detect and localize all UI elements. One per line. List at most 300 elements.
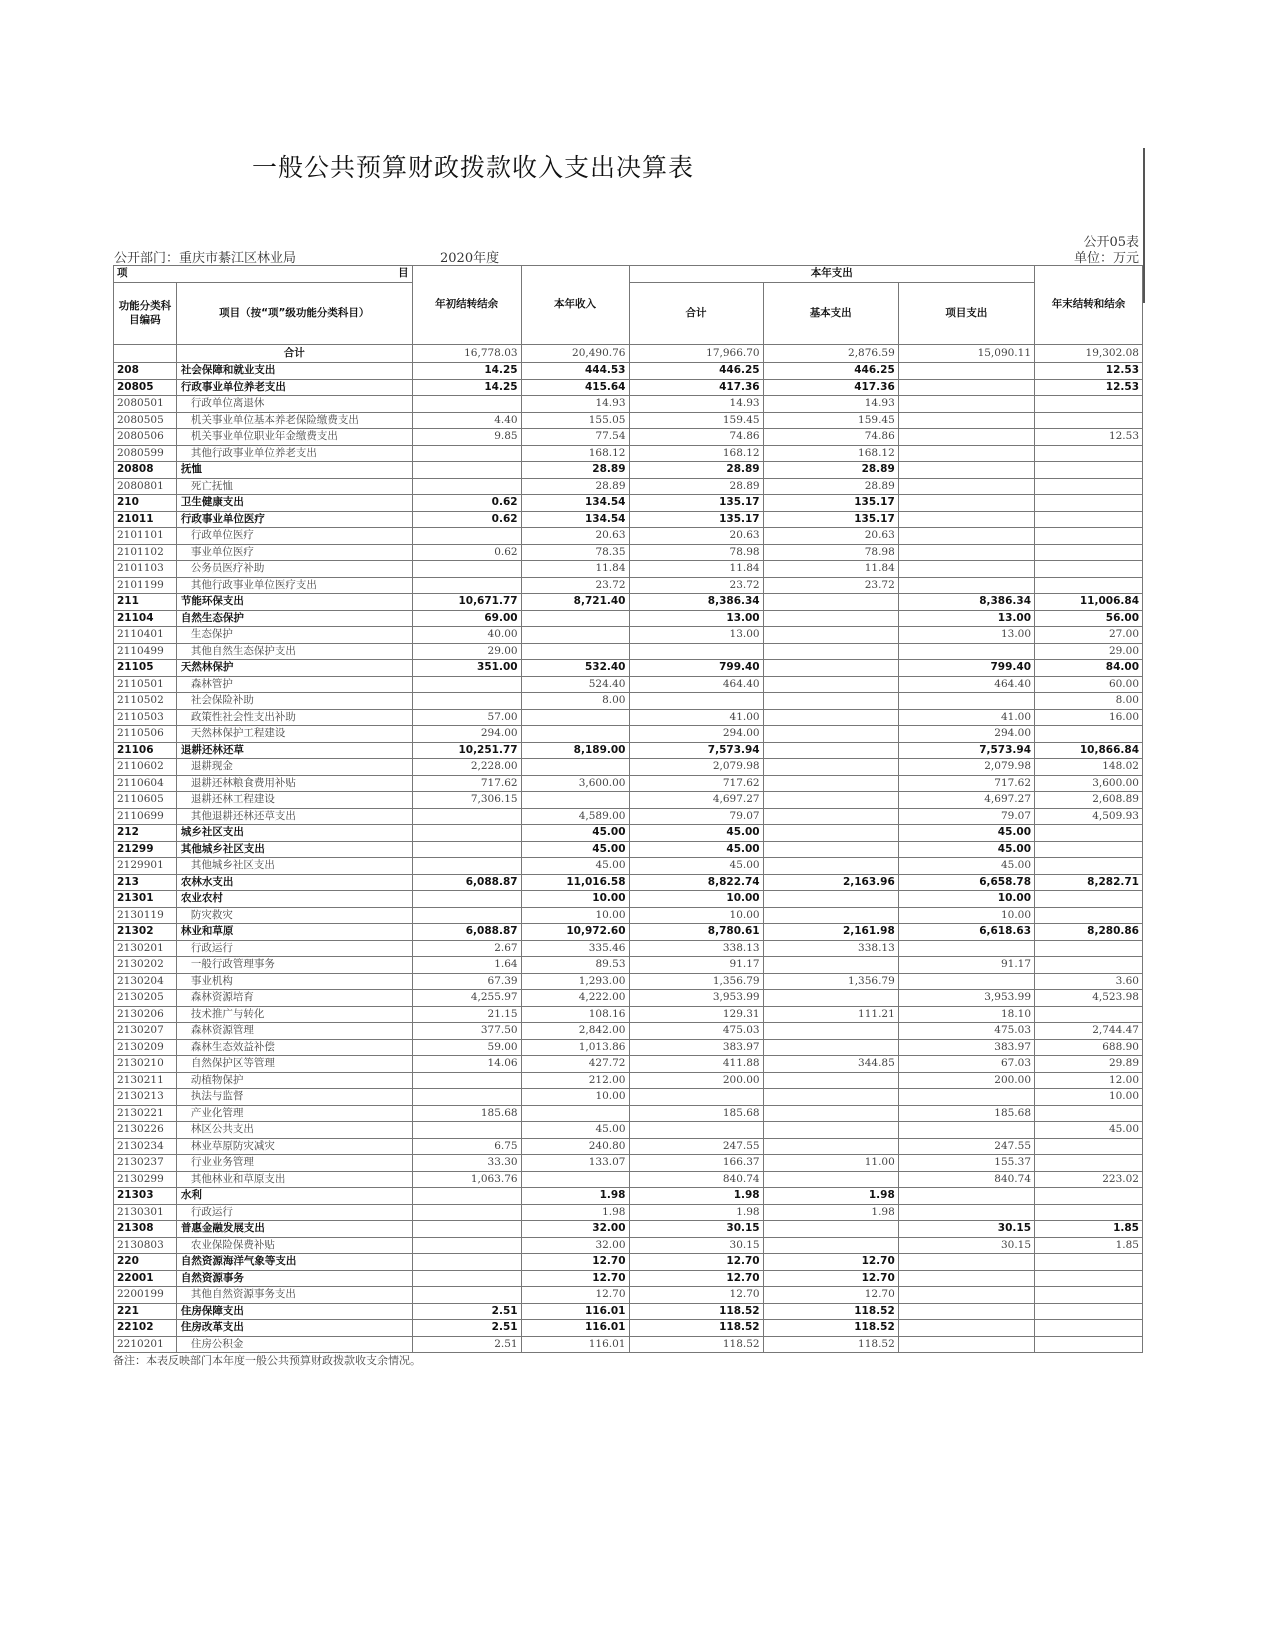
cell-begin: 4,255.97: [412, 990, 521, 1007]
cell-income: 155.05: [521, 412, 629, 429]
total-begin: 16,778.03: [412, 345, 521, 363]
cell-code: 2130201: [114, 940, 177, 957]
cell-begin: [412, 561, 521, 578]
header-income: 本年收入: [521, 266, 629, 345]
cell-total: 20.63: [629, 528, 763, 545]
table-row: [114, 1221, 1143, 1238]
cell-end: 12.53: [1035, 363, 1143, 380]
cell-project: 6,658.78: [898, 874, 1034, 891]
cell-code: 2080501: [114, 396, 177, 413]
cell-code: 2101101: [114, 528, 177, 545]
cell-total: 13.00: [629, 627, 763, 644]
cell-income: 532.40: [521, 660, 629, 677]
cell-income: 45.00: [521, 1122, 629, 1139]
cell-total: 23.72: [629, 577, 763, 594]
cell-project: 717.62: [898, 775, 1034, 792]
cell-total: 12.70: [629, 1254, 763, 1271]
cell-total: 840.74: [629, 1171, 763, 1188]
table-row: [114, 445, 1143, 462]
cell-name: 社会保障和就业支出: [176, 363, 412, 380]
cell-end: 8.00: [1035, 693, 1143, 710]
cell-income: 8,721.40: [521, 594, 629, 611]
cell-begin: 10,671.77: [412, 594, 521, 611]
cell-begin: 67.39: [412, 973, 521, 990]
cell-total: 13.00: [629, 610, 763, 627]
cell-basic: 1.98: [763, 1204, 898, 1221]
header-code: 功能分类科目编码: [114, 282, 177, 344]
cell-basic: [763, 1221, 898, 1238]
cell-name: 天然林保护工程建设: [176, 726, 412, 743]
cell-project: [898, 528, 1034, 545]
cell-basic: [763, 1105, 898, 1122]
cell-income: [521, 759, 629, 776]
cell-total: 78.98: [629, 544, 763, 561]
cell-end: 11,006.84: [1035, 594, 1143, 611]
cell-project: [898, 495, 1034, 512]
cell-begin: 7,306.15: [412, 792, 521, 809]
cell-end: [1035, 907, 1143, 924]
cell-end: 2,608.89: [1035, 792, 1143, 809]
cell-code: 2130205: [114, 990, 177, 1007]
cell-code: 2110401: [114, 627, 177, 644]
cell-total: 417.36: [629, 379, 763, 396]
cell-end: 84.00: [1035, 660, 1143, 677]
total-total: 17,966.70: [629, 345, 763, 363]
cell-name: 自然资源海洋气象等支出: [176, 1254, 412, 1271]
cell-begin: [412, 1072, 521, 1089]
table-row: [114, 907, 1143, 924]
cell-code: 2130210: [114, 1056, 177, 1073]
cell-code: 2101102: [114, 544, 177, 561]
cell-income: 11.84: [521, 561, 629, 578]
cell-project: [898, 693, 1034, 710]
cell-total: 2,079.98: [629, 759, 763, 776]
cell-end: [1035, 1204, 1143, 1221]
cell-total: 135.17: [629, 495, 763, 512]
cell-code: 2130209: [114, 1039, 177, 1056]
cell-total: 91.17: [629, 957, 763, 974]
cell-begin: 14.25: [412, 379, 521, 396]
cell-income: 11,016.58: [521, 874, 629, 891]
cell-code: 22001: [114, 1270, 177, 1287]
cell-begin: [412, 1287, 521, 1304]
table-row: [114, 1023, 1143, 1040]
cell-code: 2210201: [114, 1336, 177, 1353]
cell-basic: [763, 1072, 898, 1089]
cell-name: 其他自然生态保护支出: [176, 643, 412, 660]
cell-begin: [412, 1089, 521, 1106]
cell-end: [1035, 1303, 1143, 1320]
cell-income: 1,013.86: [521, 1039, 629, 1056]
cell-basic: 417.36: [763, 379, 898, 396]
table-row: [114, 363, 1143, 380]
cell-end: 10,866.84: [1035, 742, 1143, 759]
table-row: [114, 1155, 1143, 1172]
cell-basic: [763, 957, 898, 974]
header-begin: 年初结转结余: [412, 266, 521, 345]
cell-begin: 0.62: [412, 544, 521, 561]
cell-basic: [763, 759, 898, 776]
cell-income: 168.12: [521, 445, 629, 462]
cell-basic: 78.98: [763, 544, 898, 561]
table-row: [114, 676, 1143, 693]
cell-code: 221: [114, 1303, 177, 1320]
cell-name: 政策性社会性支出补助: [176, 709, 412, 726]
cell-end: [1035, 511, 1143, 528]
cell-project: [898, 445, 1034, 462]
cell-begin: [412, 445, 521, 462]
cell-code: 2129901: [114, 858, 177, 875]
cell-basic: 11.84: [763, 561, 898, 578]
cell-total: 185.68: [629, 1105, 763, 1122]
cell-income: 28.89: [521, 478, 629, 495]
table-row: [114, 610, 1143, 627]
cell-income: 116.01: [521, 1303, 629, 1320]
cell-code: 2130206: [114, 1006, 177, 1023]
cell-basic: [763, 1237, 898, 1254]
cell-total: 4,697.27: [629, 792, 763, 809]
cell-basic: [763, 709, 898, 726]
cell-project: 67.03: [898, 1056, 1034, 1073]
cell-name: 退耕还林工程建设: [176, 792, 412, 809]
table-row: [114, 1122, 1143, 1139]
cell-name: 行政事业单位养老支出: [176, 379, 412, 396]
form-number: 公开05表: [1083, 235, 1139, 250]
cell-end: [1035, 445, 1143, 462]
table-row: [114, 379, 1143, 396]
cell-project: [898, 1254, 1034, 1271]
header-name: 项目（按“项”级功能分类科目）: [176, 282, 412, 344]
cell-project: [898, 511, 1034, 528]
table-row: [114, 1188, 1143, 1205]
cell-name: 产业化管理: [176, 1105, 412, 1122]
cell-project: 18.10: [898, 1006, 1034, 1023]
table-row: [114, 1204, 1143, 1221]
cell-project: 30.15: [898, 1237, 1034, 1254]
cell-end: [1035, 891, 1143, 908]
cell-end: [1035, 544, 1143, 561]
cell-code: 2110699: [114, 808, 177, 825]
cell-name: 行政运行: [176, 940, 412, 957]
table-row: [114, 1039, 1143, 1056]
table-row: [114, 528, 1143, 545]
cell-total: 41.00: [629, 709, 763, 726]
cell-code: 2110605: [114, 792, 177, 809]
cell-end: 223.02: [1035, 1171, 1143, 1188]
cell-begin: [412, 841, 521, 858]
table-row: [114, 1056, 1143, 1073]
table-row: [114, 627, 1143, 644]
cell-code: 2130213: [114, 1089, 177, 1106]
cell-begin: 2.51: [412, 1303, 521, 1320]
cell-total: 45.00: [629, 858, 763, 875]
cell-name: 其他城乡社区支出: [176, 858, 412, 875]
table-row: [114, 495, 1143, 512]
cell-total: 411.88: [629, 1056, 763, 1073]
cell-end: [1035, 726, 1143, 743]
header-total: 合计: [629, 282, 763, 344]
budget-table: [113, 265, 1143, 1353]
cell-income: 45.00: [521, 825, 629, 842]
total-name: 合计: [176, 345, 412, 363]
table-row: [114, 841, 1143, 858]
header-mu: 目: [398, 267, 409, 280]
cell-code: 21011: [114, 511, 177, 528]
table-row: [114, 742, 1143, 759]
page-edge-line: [1143, 148, 1145, 303]
cell-end: 45.00: [1035, 1122, 1143, 1139]
cell-total: 338.13: [629, 940, 763, 957]
cell-project: 155.37: [898, 1155, 1034, 1172]
cell-name: 动植物保护: [176, 1072, 412, 1089]
table-row: [114, 1320, 1143, 1337]
cell-income: [521, 1105, 629, 1122]
cell-name: 生态保护: [176, 627, 412, 644]
cell-income: [521, 610, 629, 627]
cell-total: 166.37: [629, 1155, 763, 1172]
cell-end: 8,280.86: [1035, 924, 1143, 941]
cell-begin: 40.00: [412, 627, 521, 644]
cell-total: 10.00: [629, 907, 763, 924]
cell-name: 森林生态效益补偿: [176, 1039, 412, 1056]
cell-project: [898, 429, 1034, 446]
table-row: [114, 544, 1143, 561]
cell-total: 118.52: [629, 1336, 763, 1353]
cell-begin: [412, 1237, 521, 1254]
cell-basic: [763, 676, 898, 693]
cell-code: 2101103: [114, 561, 177, 578]
cell-end: [1035, 495, 1143, 512]
cell-income: 444.53: [521, 363, 629, 380]
table-row: [114, 1237, 1143, 1254]
cell-end: 10.00: [1035, 1089, 1143, 1106]
cell-name: 其他自然资源事务支出: [176, 1287, 412, 1304]
cell-begin: [412, 462, 521, 479]
cell-total: 799.40: [629, 660, 763, 677]
cell-project: 7,573.94: [898, 742, 1034, 759]
cell-total: 11.84: [629, 561, 763, 578]
cell-code: 21308: [114, 1221, 177, 1238]
cell-total: [629, 1122, 763, 1139]
cell-basic: [763, 775, 898, 792]
cell-end: 27.00: [1035, 627, 1143, 644]
cell-begin: [412, 808, 521, 825]
cell-end: 3,600.00: [1035, 775, 1143, 792]
cell-name: 机关事业单位职业年金缴费支出: [176, 429, 412, 446]
cell-begin: 4.40: [412, 412, 521, 429]
cell-income: 10,972.60: [521, 924, 629, 941]
cell-income: 10.00: [521, 907, 629, 924]
cell-basic: [763, 693, 898, 710]
cell-income: 4,222.00: [521, 990, 629, 1007]
cell-project: [898, 1336, 1034, 1353]
cell-basic: 14.93: [763, 396, 898, 413]
cell-project: [898, 1089, 1034, 1106]
cell-name: 森林资源培育: [176, 990, 412, 1007]
cell-income: 32.00: [521, 1237, 629, 1254]
cell-begin: 21.15: [412, 1006, 521, 1023]
cell-end: 4,523.98: [1035, 990, 1143, 1007]
cell-project: [898, 544, 1034, 561]
cell-name: 森林管护: [176, 676, 412, 693]
table-row: [114, 924, 1143, 941]
cell-project: 4,697.27: [898, 792, 1034, 809]
cell-begin: [412, 693, 521, 710]
cell-end: [1035, 462, 1143, 479]
cell-begin: 2.51: [412, 1336, 521, 1353]
cell-basic: 2,161.98: [763, 924, 898, 941]
cell-begin: 6,088.87: [412, 924, 521, 941]
cell-begin: [412, 396, 521, 413]
cell-code: 2130119: [114, 907, 177, 924]
cell-total: 1.98: [629, 1204, 763, 1221]
cell-total: 135.17: [629, 511, 763, 528]
fiscal-year: 2020年度: [440, 251, 500, 266]
cell-end: [1035, 1254, 1143, 1271]
cell-name: 退耕还林还草: [176, 742, 412, 759]
cell-basic: 118.52: [763, 1336, 898, 1353]
cell-total: 1.98: [629, 1188, 763, 1205]
cell-project: 45.00: [898, 841, 1034, 858]
cell-project: [898, 462, 1034, 479]
cell-project: 185.68: [898, 1105, 1034, 1122]
cell-total: 79.07: [629, 808, 763, 825]
table-row: [114, 759, 1143, 776]
unit-label: 单位：万元: [1073, 251, 1139, 266]
cell-begin: [412, 1221, 521, 1238]
cell-project: [898, 577, 1034, 594]
cell-income: 8,189.00: [521, 742, 629, 759]
cell-name: 其他城乡社区支出: [176, 841, 412, 858]
cell-basic: 135.17: [763, 495, 898, 512]
table-row: [114, 990, 1143, 1007]
cell-basic: 1,356.79: [763, 973, 898, 990]
cell-name: 其他林业和草原支出: [176, 1171, 412, 1188]
cell-total: [629, 643, 763, 660]
cell-income: 45.00: [521, 858, 629, 875]
footnote: 备注：本表反映部门本年度一般公共预算财政拨款收支余情况。: [113, 1354, 421, 1367]
cell-code: 208: [114, 363, 177, 380]
cell-name: 行政运行: [176, 1204, 412, 1221]
cell-income: 10.00: [521, 1089, 629, 1106]
cell-code: 20805: [114, 379, 177, 396]
cell-income: 108.16: [521, 1006, 629, 1023]
cell-income: 77.54: [521, 429, 629, 446]
cell-begin: [412, 478, 521, 495]
cell-income: 415.64: [521, 379, 629, 396]
cell-begin: 69.00: [412, 610, 521, 627]
cell-income: 134.54: [521, 511, 629, 528]
cell-begin: [412, 1204, 521, 1221]
cell-code: 2080506: [114, 429, 177, 446]
cell-name: 普惠金融发展支出: [176, 1221, 412, 1238]
cell-code: 2101199: [114, 577, 177, 594]
table-row: [114, 1254, 1143, 1271]
cell-end: 60.00: [1035, 676, 1143, 693]
cell-basic: [763, 858, 898, 875]
cell-project: [898, 478, 1034, 495]
cell-income: 23.72: [521, 577, 629, 594]
cell-code: 2130221: [114, 1105, 177, 1122]
cell-income: 335.46: [521, 940, 629, 957]
table-row: [114, 577, 1143, 594]
cell-income: 12.70: [521, 1270, 629, 1287]
cell-end: [1035, 412, 1143, 429]
cell-basic: [763, 742, 898, 759]
cell-end: 29.89: [1035, 1056, 1143, 1073]
cell-name: 抚恤: [176, 462, 412, 479]
cell-project: 464.40: [898, 676, 1034, 693]
cell-basic: 159.45: [763, 412, 898, 429]
cell-basic: 12.70: [763, 1270, 898, 1287]
header-expense-group: 本年支出: [629, 266, 1035, 283]
cell-income: 89.53: [521, 957, 629, 974]
cell-end: 1.85: [1035, 1237, 1143, 1254]
cell-name: 机关事业单位基本养老保险缴费支出: [176, 412, 412, 429]
cell-code: 2130234: [114, 1138, 177, 1155]
cell-code: 211: [114, 594, 177, 611]
cell-basic: 28.89: [763, 478, 898, 495]
cell-end: [1035, 858, 1143, 875]
cell-end: [1035, 561, 1143, 578]
cell-name: 林业草原防灾减灾: [176, 1138, 412, 1155]
cell-total: 28.89: [629, 462, 763, 479]
table-row: [114, 1138, 1143, 1155]
cell-name: 退耕现金: [176, 759, 412, 776]
cell-end: 8,282.71: [1035, 874, 1143, 891]
cell-name: 事业单位医疗: [176, 544, 412, 561]
cell-code: 2110501: [114, 676, 177, 693]
cell-end: 1.85: [1035, 1221, 1143, 1238]
cell-income: 12.70: [521, 1287, 629, 1304]
cell-project: 91.17: [898, 957, 1034, 974]
cell-name: 一般行政管理事务: [176, 957, 412, 974]
cell-name: 行政单位离退休: [176, 396, 412, 413]
cell-end: [1035, 1105, 1143, 1122]
cell-income: [521, 627, 629, 644]
cell-total: 8,386.34: [629, 594, 763, 611]
cell-end: 12.53: [1035, 379, 1143, 396]
table-row: [114, 825, 1143, 842]
cell-begin: 57.00: [412, 709, 521, 726]
cell-basic: [763, 792, 898, 809]
cell-total: 7,573.94: [629, 742, 763, 759]
cell-income: [521, 1171, 629, 1188]
cell-basic: 11.00: [763, 1155, 898, 1172]
table-row: [114, 1072, 1143, 1089]
cell-basic: [763, 808, 898, 825]
cell-basic: 74.86: [763, 429, 898, 446]
cell-income: 524.40: [521, 676, 629, 693]
cell-project: 41.00: [898, 709, 1034, 726]
table-row: [114, 511, 1143, 528]
cell-begin: 29.00: [412, 643, 521, 660]
cell-project: 200.00: [898, 1072, 1034, 1089]
cell-end: [1035, 396, 1143, 413]
cell-name: 卫生健康支出: [176, 495, 412, 512]
cell-income: [521, 709, 629, 726]
cell-end: 4,509.93: [1035, 808, 1143, 825]
cell-begin: [412, 1270, 521, 1287]
cell-begin: 185.68: [412, 1105, 521, 1122]
table-row: [114, 940, 1143, 957]
header-project: 项目支出: [898, 282, 1034, 344]
cell-total: 464.40: [629, 676, 763, 693]
cell-total: 45.00: [629, 825, 763, 842]
cell-project: 30.15: [898, 1221, 1034, 1238]
cell-begin: [412, 1254, 521, 1271]
cell-basic: [763, 1122, 898, 1139]
